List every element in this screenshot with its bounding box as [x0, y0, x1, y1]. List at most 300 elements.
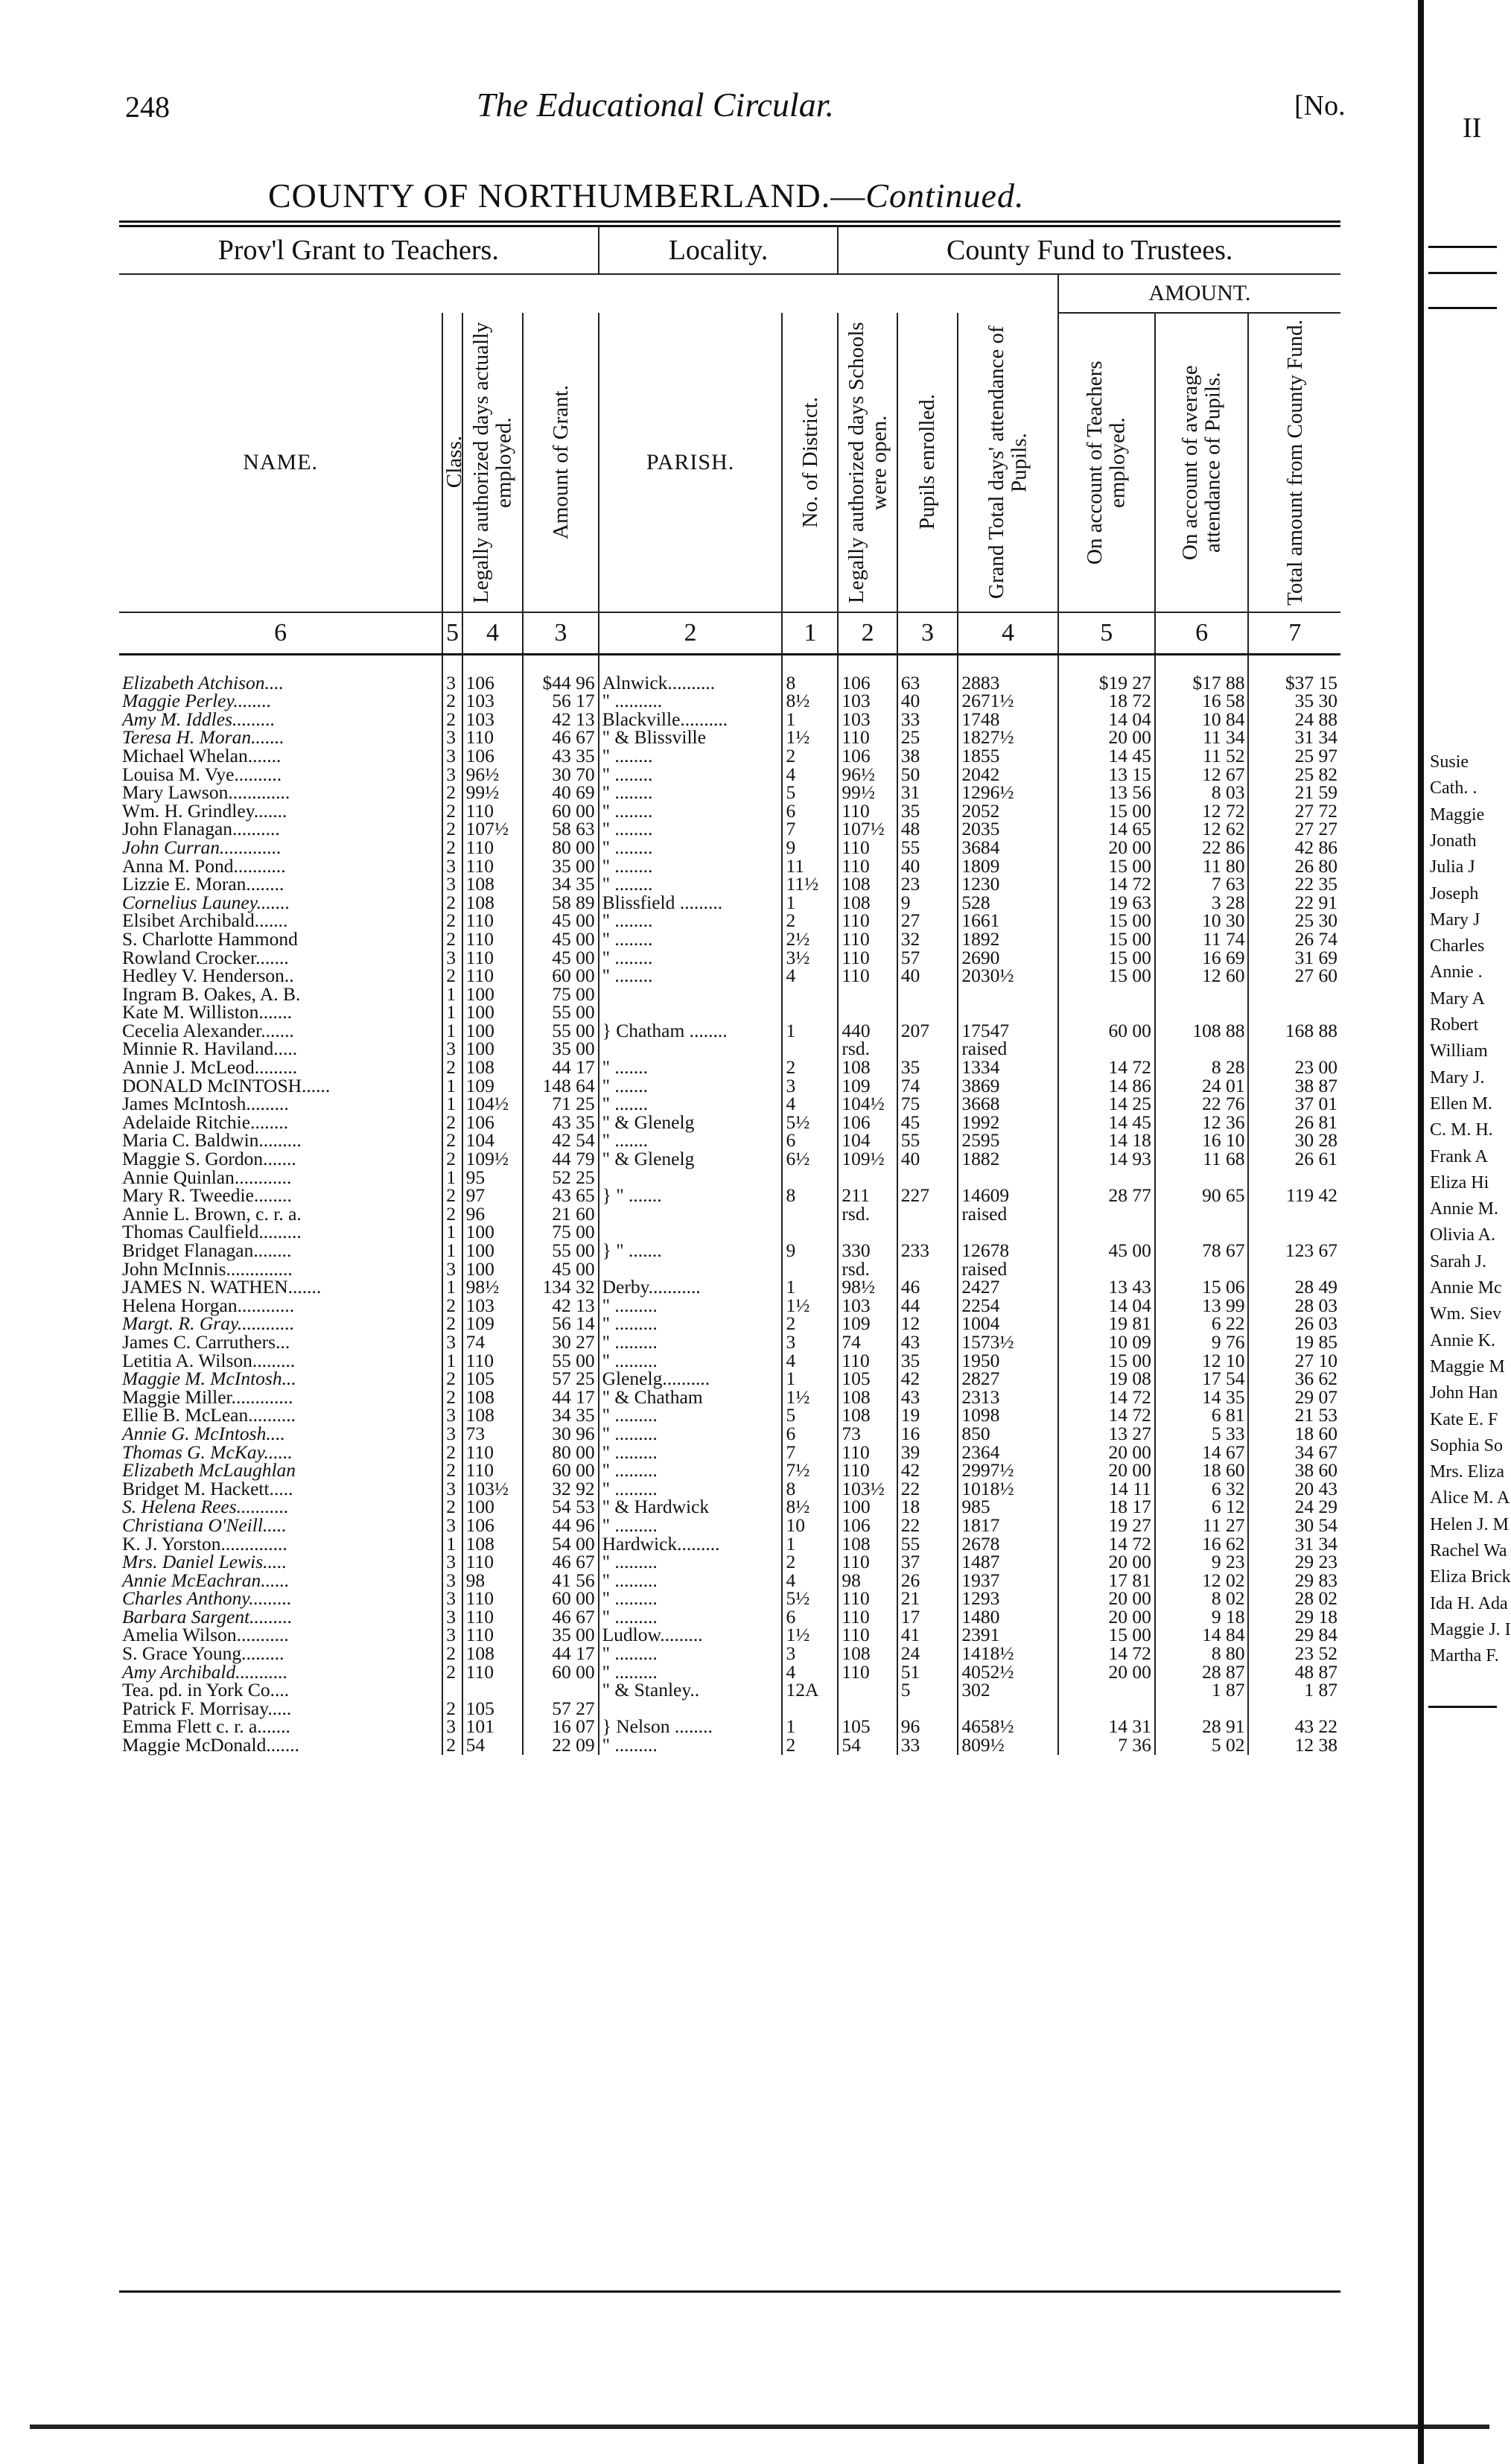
cell-name: John Flanagan..........	[122, 818, 280, 840]
cell-dist: 8½	[782, 1498, 838, 1517]
cell-grant: 56 17	[523, 692, 598, 711]
cell-teach	[1058, 1681, 1155, 1700]
cell-grant: 55 00	[523, 1003, 598, 1022]
page-number: 248	[125, 90, 170, 124]
cell-parish: " ........	[599, 839, 783, 857]
table-row	[119, 967, 1340, 985]
cell-attend: 14609	[958, 1187, 1057, 1205]
cell-days: 110	[462, 949, 524, 968]
cell-total: 28 03	[1248, 1297, 1340, 1315]
cell-grant: 32 92	[523, 1480, 598, 1499]
cell-pupils: 40	[897, 692, 958, 711]
cell-dist: 1½	[782, 1626, 838, 1645]
cell-teach: 13 56	[1058, 784, 1155, 802]
cell-name: Annie J. McLeod.........	[122, 1056, 298, 1079]
cell-pupils: 40	[897, 857, 958, 876]
cell-pupils: 39	[897, 1444, 958, 1462]
cell-name: S. Helena Rees...........	[122, 1496, 289, 1518]
cell-open: 330	[838, 1242, 897, 1260]
cell-open: 106	[838, 1517, 897, 1535]
cell-grant: 44 79	[523, 1150, 598, 1169]
table-row	[119, 1444, 1340, 1462]
cell-dist: 1	[782, 1535, 838, 1554]
cell-parish: " ........	[599, 784, 783, 802]
column-number: 6	[1155, 612, 1249, 655]
cell-total: 25 97	[1248, 747, 1340, 766]
table-row	[119, 1645, 1340, 1663]
cell-attend: 528	[958, 894, 1057, 912]
adjacent-page-number: II	[1463, 112, 1482, 144]
cell-teach: 14 25	[1058, 1095, 1155, 1114]
adjacent-name: Kate E. F	[1430, 1409, 1498, 1429]
cell-dist: 1	[782, 894, 838, 912]
cell-open: 110	[838, 1553, 897, 1572]
cell-days: 109½	[462, 1150, 524, 1169]
cell-pupils: 16	[897, 1425, 958, 1444]
cell-open: 105	[838, 1370, 897, 1388]
cell-parish: " .........	[599, 1663, 783, 1682]
cell-dist: 5½	[782, 1114, 838, 1132]
adjacent-rule-4	[1428, 1706, 1497, 1708]
cell-grant: 30 96	[523, 1425, 598, 1444]
cell-attend: 1293	[958, 1590, 1057, 1608]
cell-parish: " & Glenelg	[599, 1150, 783, 1169]
column-number: 2	[599, 612, 783, 655]
cell-attend	[958, 985, 1057, 1004]
cell-cls: 3	[442, 1553, 462, 1572]
table-row	[119, 912, 1340, 930]
cell-dist: 3	[782, 1333, 838, 1352]
cell-pupils: 45	[897, 1114, 958, 1132]
cell-cls: 2	[442, 711, 462, 729]
cell-parish: " ........	[599, 949, 783, 968]
cell-open: 108	[838, 1388, 897, 1407]
adjacent-name: Mary J	[1430, 909, 1480, 930]
column-rule	[1418, 0, 1424, 2464]
table-row	[119, 930, 1340, 949]
cell-pupils: 63	[897, 674, 958, 693]
table-row	[119, 784, 1340, 802]
cell-days: 106	[462, 747, 524, 766]
cell-dist: 2	[782, 1736, 838, 1755]
cell-open: 103	[838, 692, 897, 711]
cell-dist: 6	[782, 1608, 838, 1627]
cell-grant: 35 00	[523, 1626, 598, 1645]
cell-total: 29 07	[1248, 1388, 1340, 1407]
cell-open: 106	[838, 674, 897, 693]
cell-pupils: 35	[897, 1058, 958, 1077]
cell-dist: 1	[782, 1370, 838, 1388]
cell-attend: 1882	[958, 1150, 1057, 1169]
column-number: 4	[958, 612, 1057, 655]
adjacent-name: Annie Mc	[1430, 1278, 1502, 1298]
cell-days: 108	[462, 1535, 524, 1554]
cell-teach: 10 09	[1058, 1333, 1155, 1352]
cell-total: 25 30	[1248, 912, 1340, 930]
cell-teach: 20 00	[1058, 1663, 1155, 1682]
cell-grant: 60 00	[523, 967, 598, 985]
cell-parish: " .........	[599, 1645, 783, 1663]
cell-attend: 3668	[958, 1095, 1057, 1114]
cell-name: Patrick F. Morrisay.....	[122, 1697, 292, 1719]
cell-days: 98	[462, 1572, 524, 1590]
cell-grant: 42 54	[523, 1131, 598, 1150]
table-row	[119, 1278, 1340, 1297]
county-name: COUNTY OF NORTHUMBERLAND.—	[268, 177, 866, 215]
cell-name: Wm. H. Grindley.......	[122, 799, 287, 822]
cell-dist: 8	[782, 674, 838, 693]
cell-total: 31 34	[1248, 1535, 1340, 1554]
cell-attend: 2678	[958, 1535, 1057, 1554]
cell-parish: " ........	[599, 912, 783, 930]
cell-total: 29 84	[1248, 1626, 1340, 1645]
adjacent-name: Eliza Hi	[1430, 1172, 1489, 1193]
adjacent-name: Charles	[1430, 936, 1485, 956]
cell-days: 54	[462, 1736, 524, 1755]
cell-grant: 46 67	[523, 1553, 598, 1572]
cell-cls: 2	[442, 1498, 462, 1517]
cell-grant: 80 00	[523, 1444, 598, 1462]
cell-days: 100	[462, 1003, 524, 1022]
cell-grant: 44 17	[523, 1645, 598, 1663]
cell-days: 100	[462, 1223, 524, 1242]
cell-total: 21 59	[1248, 784, 1340, 802]
cell-total: 12 38	[1248, 1736, 1340, 1755]
cell-parish: " .........	[599, 1736, 783, 1755]
cell-cls: 2	[442, 1058, 462, 1077]
cell-cls: 2	[442, 1205, 462, 1224]
table-body	[119, 655, 1340, 1755]
cell-days: 110	[462, 1461, 524, 1480]
cell-attend: 3684	[958, 839, 1057, 857]
cell-cls: 3	[442, 1517, 462, 1535]
cell-grant: 16 07	[523, 1718, 598, 1736]
table-row	[119, 1352, 1340, 1371]
cell-total: 38 60	[1248, 1461, 1340, 1480]
col-grant: Amount of Grant.	[523, 313, 598, 612]
county-continued: Continued.	[865, 177, 1025, 215]
cell-teach: 14 65	[1058, 820, 1155, 839]
cell-cls: 1	[442, 1169, 462, 1187]
cell-name: Emma Flett c. r. a.......	[122, 1715, 290, 1738]
col-legal-days: Legally authorized days actually employed.	[462, 313, 524, 612]
cell-name: Thomas G. McKay......	[122, 1441, 293, 1463]
cell-teach: 14 04	[1058, 711, 1155, 729]
cell-avg: 9 23	[1155, 1553, 1249, 1572]
cell-days: 106	[462, 1517, 524, 1535]
table-row	[119, 747, 1340, 766]
cell-cls: 3	[442, 1425, 462, 1444]
column-number-row	[119, 612, 1340, 655]
cell-attend: 2997½	[958, 1461, 1057, 1480]
cell-name: Adelaide Ritchie........	[122, 1111, 289, 1133]
cell-pupils: 24	[897, 1645, 958, 1663]
cell-teach: 15 00	[1058, 930, 1155, 949]
cell-cls: 3	[442, 728, 462, 747]
cell-parish: " ........	[599, 875, 783, 894]
table-row	[119, 1187, 1340, 1205]
cell-dist: 5½	[782, 1590, 838, 1608]
cell-pupils	[897, 985, 958, 1004]
adjacent-name: Frank A	[1430, 1146, 1488, 1166]
cell-avg: 9 18	[1155, 1608, 1249, 1627]
cell-name: Thomas Caulfield.........	[122, 1221, 302, 1243]
cell-teach: 17 81	[1058, 1572, 1155, 1590]
cell-open: 108	[838, 1058, 897, 1077]
cell-attend: 2030½	[958, 967, 1057, 985]
cell-avg: 90 65	[1155, 1187, 1249, 1205]
table-row	[119, 766, 1340, 784]
cell-cls: 1	[442, 1352, 462, 1371]
cell-pupils: 207	[897, 1022, 958, 1041]
cell-avg: 16 62	[1155, 1535, 1249, 1554]
cell-pupils: 50	[897, 766, 958, 784]
cell-avg: 11 68	[1155, 1150, 1249, 1169]
cell-attend: 1661	[958, 912, 1057, 930]
cell-days: 99½	[462, 784, 524, 802]
cell-pupils: 43	[897, 1388, 958, 1407]
cell-total: 30 54	[1248, 1517, 1340, 1535]
cell-teach: 14 86	[1058, 1077, 1155, 1096]
cell-open: 106	[838, 1114, 897, 1132]
table-row	[119, 692, 1340, 711]
adjacent-name: C. M. H.	[1430, 1120, 1493, 1140]
cell-teach: 15 00	[1058, 857, 1155, 876]
cell-dist: 6	[782, 802, 838, 821]
cell-attend: raised	[958, 1040, 1057, 1058]
cell-total: 20 43	[1248, 1480, 1340, 1499]
cell-pupils: 35	[897, 1352, 958, 1371]
cell-days: 100	[462, 1260, 524, 1279]
cell-avg: 12 60	[1155, 967, 1249, 985]
cell-days: 110	[462, 1626, 524, 1645]
cell-parish: " .........	[599, 1444, 783, 1462]
cell-pupils: 22	[897, 1480, 958, 1499]
cell-teach: 45 00	[1058, 1242, 1155, 1260]
cell-teach: 15 00	[1058, 912, 1155, 930]
cell-dist: 10	[782, 1517, 838, 1535]
cell-total: $37 15	[1248, 674, 1340, 693]
cell-days: 103½	[462, 1480, 524, 1499]
cell-open: 74	[838, 1333, 897, 1352]
cell-parish: } " .......	[599, 1242, 783, 1260]
cell-parish	[599, 1205, 783, 1224]
cell-dist: 9	[782, 1242, 838, 1260]
cell-parish: " ........	[599, 930, 783, 949]
cell-total: 26 61	[1248, 1150, 1340, 1169]
cell-days: 103	[462, 692, 524, 711]
cell-grant: 35 00	[523, 857, 598, 876]
cell-cls: 2	[442, 1187, 462, 1205]
cell-parish: " .........	[599, 1425, 783, 1444]
cell-total: 19 85	[1248, 1333, 1340, 1352]
adjacent-page-fragment	[1418, 0, 1511, 2464]
cell-teach: 14 72	[1058, 1645, 1155, 1663]
cell-pupils: 75	[897, 1095, 958, 1114]
cell-name: Barbara Sargent.........	[122, 1605, 293, 1628]
adjacent-name: Ida H. Ada	[1430, 1593, 1508, 1613]
cell-avg: 6 12	[1155, 1498, 1249, 1517]
table-row	[119, 1425, 1340, 1444]
cell-cls: 3	[442, 1333, 462, 1352]
cell-pupils: 33	[897, 711, 958, 729]
cell-grant: 46 67	[523, 728, 598, 747]
cell-dist: 1	[782, 1022, 838, 1041]
cell-open: 98	[838, 1572, 897, 1590]
cell-open: 103½	[838, 1480, 897, 1499]
cell-grant: 134 32	[523, 1278, 598, 1297]
cell-open: 105	[838, 1718, 897, 1736]
cell-days: 110	[462, 967, 524, 985]
table-row	[119, 1608, 1340, 1627]
cell-attend: 1748	[958, 711, 1057, 729]
cell-parish: " .........	[599, 1553, 783, 1572]
table-row	[119, 985, 1340, 1004]
cell-total: 29 83	[1248, 1572, 1340, 1590]
cell-name: K. J. Yorston..............	[122, 1532, 287, 1555]
cell-name: Bridget M. Hackett.....	[122, 1477, 293, 1499]
cell-open: 440	[838, 1022, 897, 1041]
cell-cls: 2	[442, 1150, 462, 1169]
cell-teach: 20 00	[1058, 1553, 1155, 1572]
adjacent-name: Mary A	[1430, 988, 1485, 1009]
cell-pupils: 38	[897, 747, 958, 766]
cell-pupils: 32	[897, 930, 958, 949]
cell-cls: 3	[442, 1572, 462, 1590]
cell-days: 108	[462, 1388, 524, 1407]
cell-days: 106	[462, 1114, 524, 1132]
cell-teach: 14 18	[1058, 1131, 1155, 1150]
cell-name: John McInnis..............	[122, 1257, 293, 1280]
cell-avg: 5 02	[1155, 1736, 1249, 1755]
cell-teach: 19 81	[1058, 1315, 1155, 1333]
cell-name: Lizzie E. Moran........	[122, 873, 284, 895]
cell-dist: 4	[782, 1572, 838, 1590]
adjacent-name: Susie	[1430, 752, 1469, 772]
cell-pupils: 9	[897, 894, 958, 912]
cell-name: Amy M. Iddles.........	[122, 708, 276, 730]
cell-cls: 2	[442, 692, 462, 711]
adjacent-name: Sophia So	[1430, 1435, 1504, 1455]
cell-dist: 3½	[782, 949, 838, 968]
cell-attend: 17547	[958, 1022, 1057, 1041]
table-row	[119, 1736, 1340, 1755]
cell-avg: 12 72	[1155, 802, 1249, 821]
cell-total: 123 67	[1248, 1242, 1340, 1260]
cell-pupils: 44	[897, 1297, 958, 1315]
cell-cls: 2	[442, 839, 462, 857]
table-row	[119, 1077, 1340, 1096]
table-row	[119, 1681, 1340, 1700]
adjacent-name: Sarah J.	[1430, 1251, 1486, 1271]
cell-teach: 20 00	[1058, 1608, 1155, 1627]
cell-grant: 55 00	[523, 1242, 598, 1260]
table-row	[119, 1388, 1340, 1407]
cell-open: 103	[838, 711, 897, 729]
cell-open: 109½	[838, 1150, 897, 1169]
cell-grant: 41 56	[523, 1572, 598, 1590]
col-teachers-amount: On account of Teachers employed.	[1058, 313, 1155, 612]
cell-dist: 1½	[782, 728, 838, 747]
cell-pupils: 18	[897, 1498, 958, 1517]
adjacent-name: Rachel Wa	[1430, 1541, 1507, 1560]
column-number: 2	[838, 612, 897, 655]
adjacent-name: Mrs. Eliza	[1430, 1462, 1504, 1482]
cell-pupils: 40	[897, 967, 958, 985]
cell-parish: " .........	[599, 1297, 783, 1315]
cell-open: 104	[838, 1131, 897, 1150]
cell-total: 42 86	[1248, 839, 1340, 857]
cell-grant: 35 00	[523, 1040, 598, 1058]
cell-attend: 985	[958, 1498, 1057, 1517]
cell-days: 109	[462, 1077, 524, 1096]
table-row	[119, 894, 1340, 912]
cell-avg: 16 10	[1155, 1131, 1249, 1150]
cell-grant: 57 27	[523, 1700, 598, 1718]
cell-name: Maggie Perley........	[122, 690, 272, 712]
table-row	[119, 1572, 1340, 1590]
cell-open: 110	[838, 1461, 897, 1480]
cell-name: Maggie Miller.............	[122, 1385, 293, 1408]
cell-attend: 1230	[958, 875, 1057, 894]
cell-teach: 13 27	[1058, 1425, 1155, 1444]
cell-name: Kate M. Williston.......	[122, 1001, 292, 1023]
cell-name: Rowland Crocker.......	[122, 946, 289, 968]
cell-total: 18 60	[1248, 1425, 1340, 1444]
cell-days: 110	[462, 912, 524, 930]
cell-avg: 16 69	[1155, 949, 1249, 968]
cell-name: Annie L. Brown, c. r. a.	[122, 1202, 302, 1225]
cell-parish: " & Glenelg	[599, 1114, 783, 1132]
cell-pupils: 33	[897, 1736, 958, 1755]
cell-grant: 43 35	[523, 1114, 598, 1132]
cell-parish: " ........	[599, 766, 783, 784]
column-number: 3	[897, 612, 958, 655]
cell-avg: 1 87	[1155, 1681, 1249, 1700]
cell-name: Annie McEachran......	[122, 1569, 290, 1591]
table-row	[119, 1461, 1340, 1480]
cell-teach: 15 00	[1058, 802, 1155, 821]
adjacent-name: Alice M. A	[1430, 1488, 1510, 1508]
cell-open: 110	[838, 1626, 897, 1645]
cell-avg: 17 54	[1155, 1370, 1249, 1388]
cell-teach: 14 93	[1058, 1150, 1155, 1169]
cell-grant: 54 00	[523, 1535, 598, 1554]
cell-cls: 2	[442, 802, 462, 821]
cell-attend: 1892	[958, 930, 1057, 949]
cell-avg: 3 28	[1155, 894, 1249, 912]
cell-dist	[782, 985, 838, 1004]
cell-cls: 1	[442, 985, 462, 1004]
cell-open: 110	[838, 967, 897, 985]
cell-name: S. Charlotte Hammond	[122, 927, 298, 950]
cell-total: 48 87	[1248, 1663, 1340, 1682]
cell-teach: 18 72	[1058, 692, 1155, 711]
cell-avg: 6 22	[1155, 1315, 1249, 1333]
cell-open: rsd.	[838, 1205, 897, 1224]
col-average-amount: On account of average attendance of Pupils.	[1155, 313, 1249, 612]
cell-attend: 1418½	[958, 1645, 1057, 1663]
cell-teach: 13 43	[1058, 1278, 1155, 1297]
cell-open: 110	[838, 930, 897, 949]
cell-parish: " .........	[599, 1333, 783, 1352]
cell-pupils: 22	[897, 1517, 958, 1535]
cell-dist: 3	[782, 1645, 838, 1663]
cell-attend: raised	[958, 1205, 1057, 1224]
table-row	[119, 1535, 1340, 1554]
col-parish: PARISH.	[599, 313, 783, 612]
cell-grant: 45 00	[523, 949, 598, 968]
